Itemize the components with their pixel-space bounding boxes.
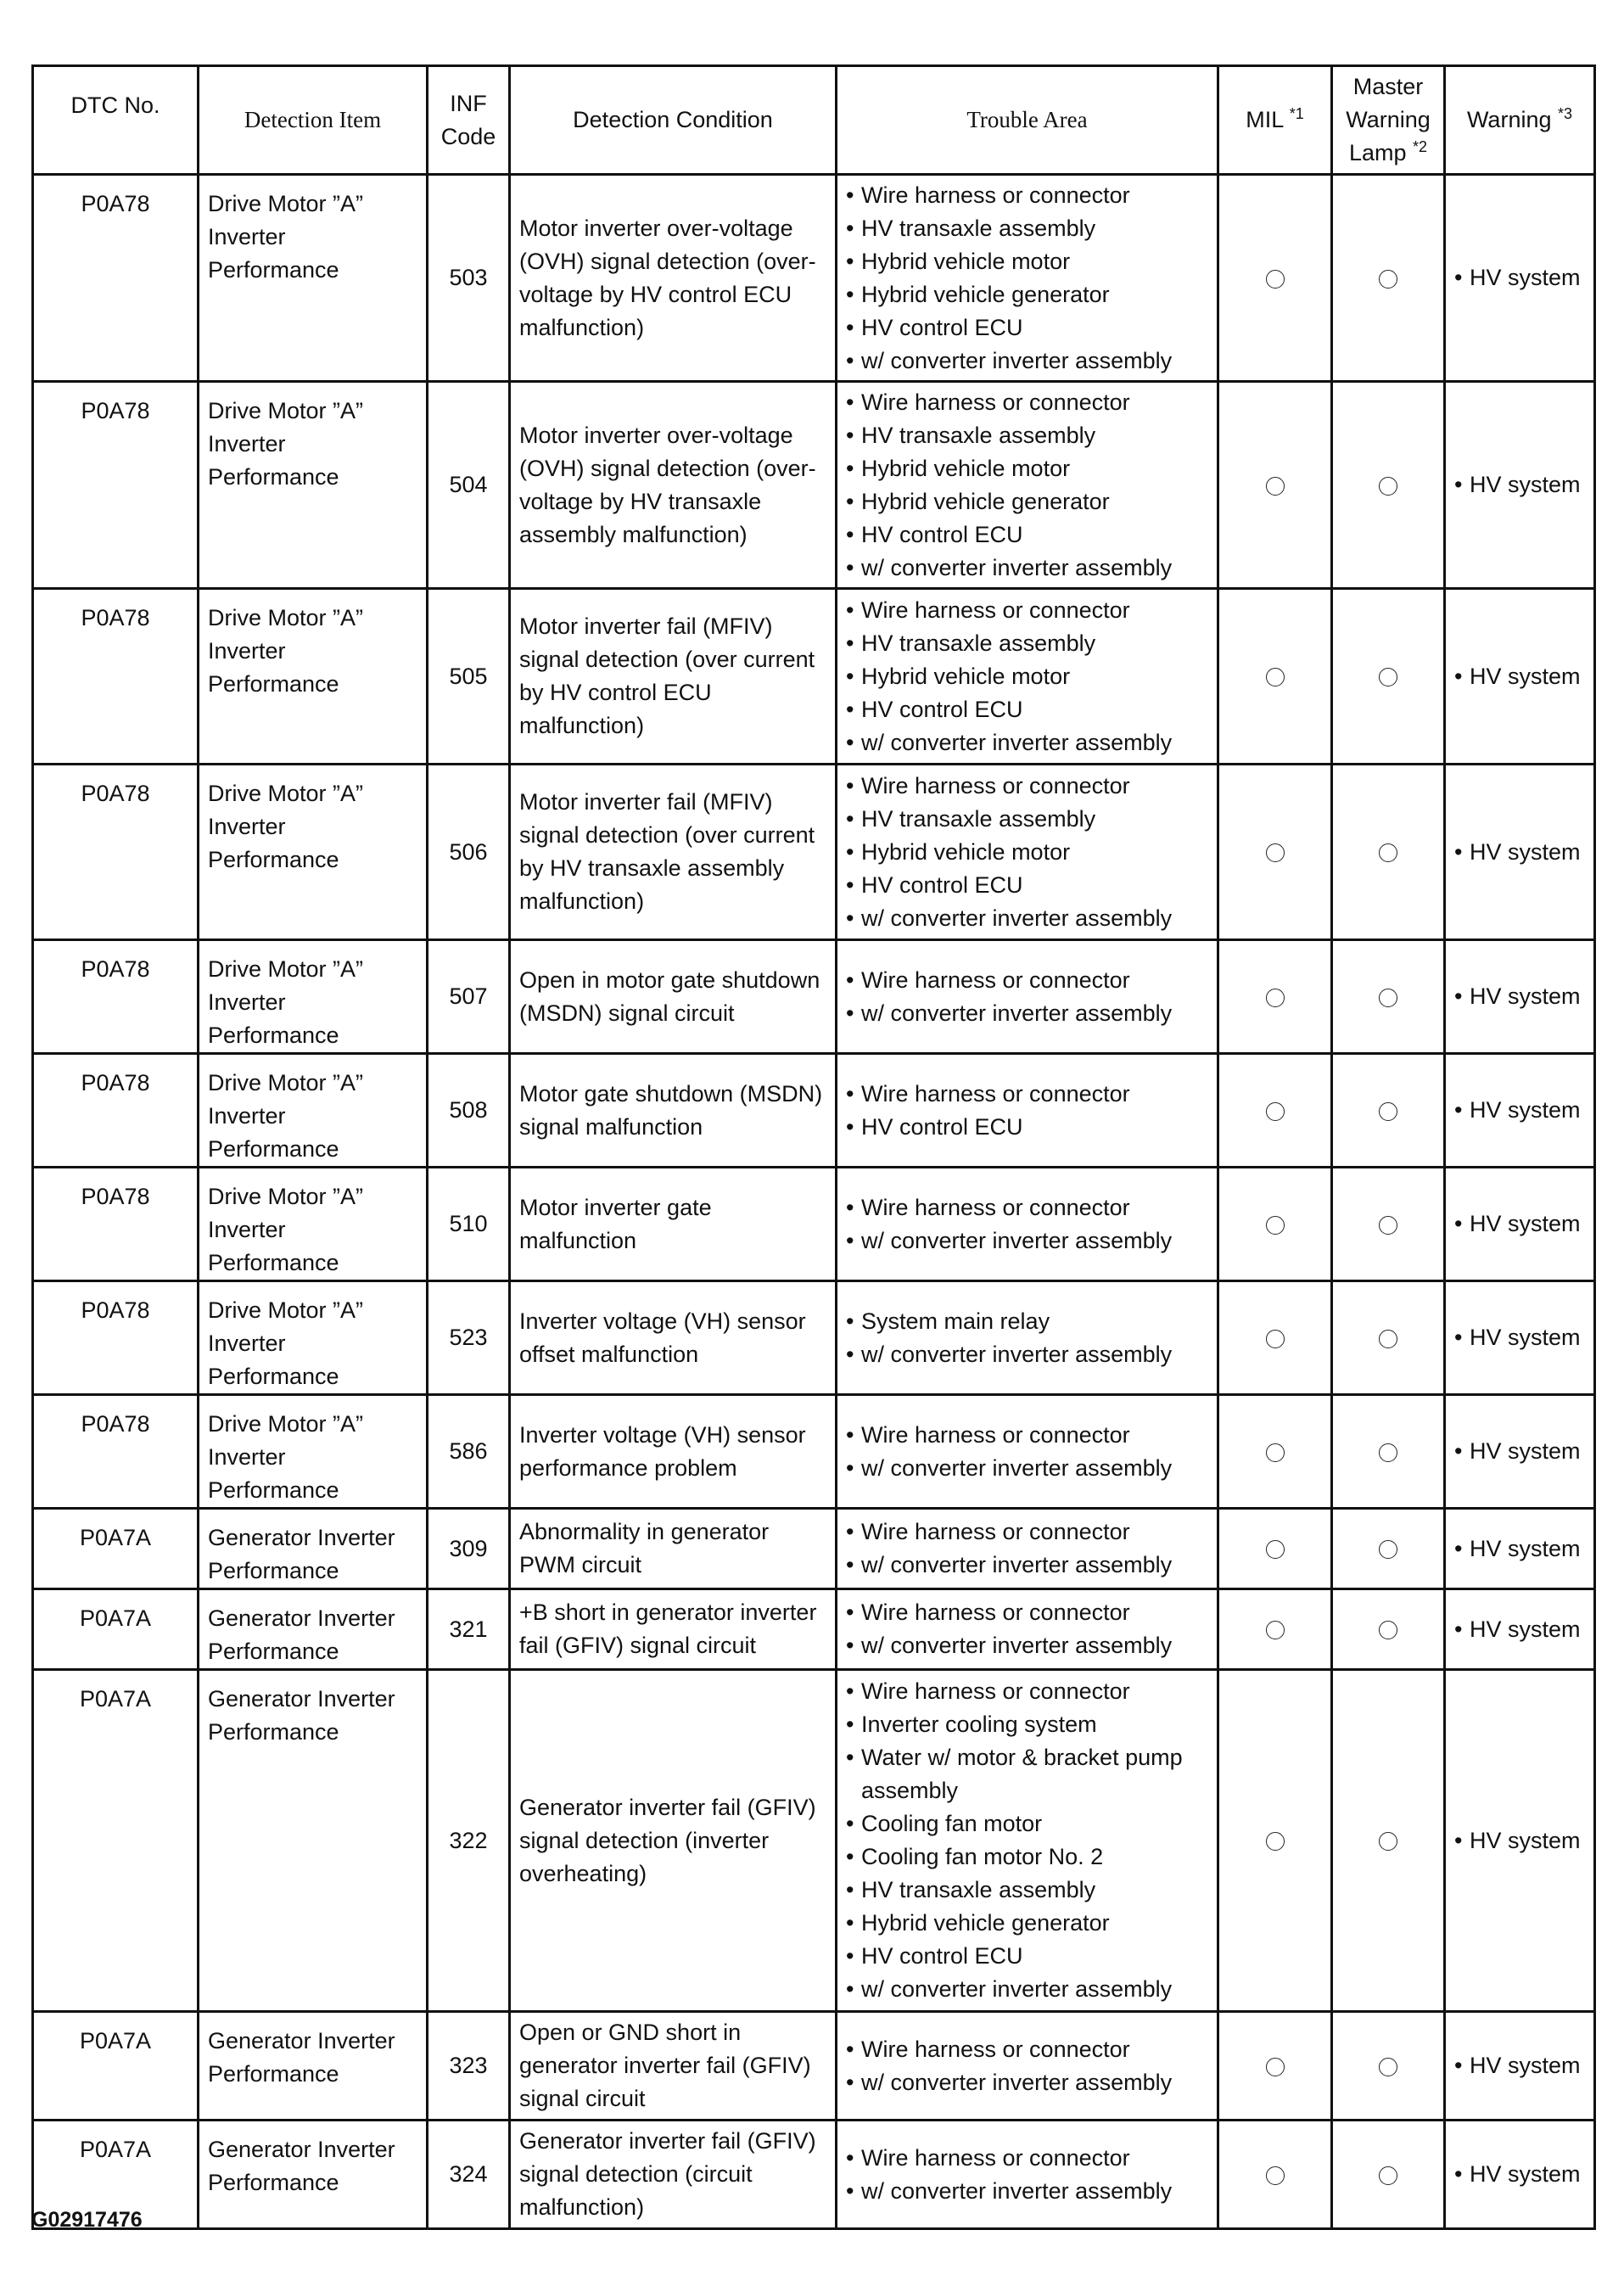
warning-cell (1445, 589, 1595, 765)
trouble-area-item: • w/ converter inverter assembly (846, 2066, 1208, 2099)
mil-indicator-icon (1266, 1621, 1285, 1639)
trouble-area-cell (837, 1509, 1218, 1589)
mil-cell (1218, 2012, 1332, 2121)
detection-item-cell: Drive Motor ”A” Inverter Performance (199, 765, 428, 940)
master-warning-indicator-icon (1379, 270, 1397, 289)
mil-cell (1218, 1281, 1332, 1395)
trouble-area-item: • HV control ECU (846, 1111, 1208, 1144)
trouble-area-item: • Wire harness or connector (846, 179, 1208, 212)
detection-condition-cell: Motor inverter fail (MFIV) signal detection (over current by HV transaxle assembly malfunction) (510, 765, 837, 940)
trouble-area-item: • Hybrid vehicle motor (846, 452, 1208, 485)
detection-item-cell: Generator Inverter Performance (199, 1509, 428, 1589)
master-warning-lamp-cell (1332, 1589, 1445, 1670)
detection-item-cell: Drive Motor ”A” Inverter Performance (199, 1395, 428, 1509)
detection-condition-cell: Motor inverter gate malfunction (510, 1168, 837, 1281)
mil-indicator-icon (1266, 477, 1285, 496)
trouble-area-item: • HV transaxle assembly (846, 419, 1208, 452)
inf-code-cell: 505 (428, 589, 510, 765)
trouble-area-item: • Hybrid vehicle motor (846, 245, 1208, 278)
header-inf-code: INF Code (428, 66, 510, 175)
detection-item-cell: Drive Motor ”A” Inverter Performance (199, 382, 428, 589)
trouble-area-item: • HV transaxle assembly (846, 212, 1208, 245)
warning-item: • HV system (1454, 980, 1585, 1013)
trouble-area-cell (837, 175, 1218, 382)
master-warning-indicator-icon (1379, 843, 1397, 862)
trouble-area-item: • Hybrid vehicle generator (846, 1907, 1208, 1940)
mil-cell (1218, 2121, 1332, 2229)
inf-code-cell: 503 (428, 175, 510, 382)
warning-item: • HV system (1454, 836, 1585, 869)
trouble-area-item: • w/ converter inverter assembly (846, 1338, 1208, 1371)
header-master-warning-lamp: Master Warning Lamp $^{*2}$ (1332, 66, 1445, 175)
trouble-area-item: • w/ converter inverter assembly (846, 552, 1208, 585)
dtc-table (31, 64, 1596, 2230)
warning-item: • HV system (1454, 2158, 1585, 2191)
detection-item-cell: Drive Motor ”A” Inverter Performance (199, 589, 428, 765)
trouble-area-item: • Hybrid vehicle generator (846, 278, 1208, 311)
dtc-cell: P0A78 (33, 589, 199, 765)
warning-item: • HV system (1454, 660, 1585, 693)
table-row (33, 940, 1595, 1054)
master-warning-lamp-cell (1332, 1054, 1445, 1168)
master-warning-indicator-icon (1379, 1330, 1397, 1348)
trouble-area-cell (837, 1281, 1218, 1395)
warning-item: • HV system (1454, 1207, 1585, 1241)
trouble-area-item: • Hybrid vehicle motor (846, 660, 1208, 693)
trouble-area-item: • Wire harness or connector (846, 1596, 1208, 1629)
trouble-area-cell (837, 940, 1218, 1054)
trouble-area-item: • Wire harness or connector (846, 1516, 1208, 1549)
detection-item-cell: Drive Motor ”A” Inverter Performance (199, 1054, 428, 1168)
header-trouble-area: Trouble Area (837, 66, 1218, 175)
master-warning-lamp-cell (1332, 1168, 1445, 1281)
mil-indicator-icon (1266, 1216, 1285, 1235)
warning-cell (1445, 765, 1595, 940)
warning-cell (1445, 382, 1595, 589)
table-row (33, 2012, 1595, 2121)
detection-condition-cell: Generator inverter fail (GFIV) signal detection (circuit malfunction) (510, 2121, 837, 2229)
mil-indicator-icon (1266, 668, 1285, 686)
trouble-area-item: • System main relay (846, 1305, 1208, 1338)
mil-cell (1218, 1589, 1332, 1670)
master-warning-indicator-icon (1379, 1832, 1397, 1851)
warning-cell (1445, 1670, 1595, 2012)
trouble-area-list (846, 594, 1208, 759)
warning-item: • HV system (1454, 1613, 1585, 1646)
header-mil: MIL $^{*1}$ (1218, 66, 1332, 175)
master-warning-indicator-icon (1379, 2166, 1397, 2185)
trouble-area-list (846, 1516, 1208, 1582)
table-row (33, 765, 1595, 940)
mil-indicator-icon (1266, 2166, 1285, 2185)
master-warning-indicator-icon (1379, 668, 1397, 686)
trouble-area-item: • w/ converter inverter assembly (846, 997, 1208, 1030)
trouble-area-item: • HV control ECU (846, 518, 1208, 552)
inf-code-cell: 507 (428, 940, 510, 1054)
dtc-cell: P0A78 (33, 1168, 199, 1281)
warning-item: • HV system (1454, 468, 1585, 501)
dtc-cell: P0A78 (33, 940, 199, 1054)
master-warning-lamp-cell (1332, 2121, 1445, 2229)
trouble-area-item: • Wire harness or connector (846, 386, 1208, 419)
trouble-area-list (846, 2142, 1208, 2208)
trouble-area-cell (837, 765, 1218, 940)
master-warning-lamp-cell (1332, 589, 1445, 765)
master-warning-indicator-icon (1379, 1102, 1397, 1121)
dtc-cell: P0A7A (33, 1670, 199, 2012)
table-row (33, 1509, 1595, 1589)
trouble-area-item: • HV transaxle assembly (846, 803, 1208, 836)
table-row (33, 1395, 1595, 1509)
mil-indicator-icon (1266, 989, 1285, 1007)
trouble-area-item: • Hybrid vehicle generator (846, 485, 1208, 518)
trouble-area-item: • w/ converter inverter assembly (846, 1452, 1208, 1485)
inf-code-cell: 508 (428, 1054, 510, 1168)
detection-condition-cell: Motor inverter over-voltage (OVH) signal detection (over-voltage by HV control ECU malfunction) (510, 175, 837, 382)
master-warning-lamp-cell (1332, 1395, 1445, 1509)
trouble-area-list (846, 1305, 1208, 1371)
detection-item-cell: Drive Motor ”A” Inverter Performance (199, 1168, 428, 1281)
trouble-area-cell (837, 1670, 1218, 2012)
trouble-area-item: • Wire harness or connector (846, 2142, 1208, 2175)
warning-cell (1445, 1168, 1595, 1281)
trouble-area-list (846, 179, 1208, 378)
warning-item: • HV system (1454, 1094, 1585, 1127)
detection-condition-cell: +B short in generator inverter fail (GFIV) signal circuit (510, 1589, 837, 1670)
trouble-area-item: • w/ converter inverter assembly (846, 345, 1208, 378)
inf-code-cell: 586 (428, 1395, 510, 1509)
trouble-area-item: • HV transaxle assembly (846, 1874, 1208, 1907)
mil-cell (1218, 1054, 1332, 1168)
detection-item-cell: Drive Motor ”A” Inverter Performance (199, 1281, 428, 1395)
inf-code-cell: 324 (428, 2121, 510, 2229)
master-warning-lamp-cell (1332, 940, 1445, 1054)
table-row (33, 382, 1595, 589)
dtc-cell: P0A78 (33, 175, 199, 382)
detection-condition-cell: Motor inverter fail (MFIV) signal detection (over current by HV control ECU malfunction) (510, 589, 837, 765)
figure-id: G02917476 (31, 2208, 143, 2232)
dtc-cell: P0A7A (33, 2012, 199, 2121)
table-row (33, 1670, 1595, 2012)
detection-item-cell: Drive Motor ”A” Inverter Performance (199, 175, 428, 382)
header-dtc: DTC No. (33, 66, 199, 175)
dtc-cell: P0A78 (33, 382, 199, 589)
mil-cell (1218, 1509, 1332, 1589)
table-row (33, 2121, 1595, 2229)
detection-condition-cell: Open in motor gate shutdown (MSDN) signal circuit (510, 940, 837, 1054)
master-warning-indicator-icon (1379, 989, 1397, 1007)
header-warning: Warning $^{*3}$ (1445, 66, 1595, 175)
master-warning-lamp-cell (1332, 1281, 1445, 1395)
header-detection-condition: Detection Condition (510, 66, 837, 175)
detection-item-cell: Generator Inverter Performance (199, 2121, 428, 2229)
trouble-area-item: • HV control ECU (846, 869, 1208, 902)
mil-cell (1218, 940, 1332, 1054)
trouble-area-cell (837, 1168, 1218, 1281)
detection-condition-cell: Inverter voltage (VH) sensor performance problem (510, 1395, 837, 1509)
trouble-area-item: • w/ converter inverter assembly (846, 902, 1208, 935)
trouble-area-item: • HV control ECU (846, 693, 1208, 726)
mil-cell (1218, 175, 1332, 382)
detection-item-cell: Drive Motor ”A” Inverter Performance (199, 940, 428, 1054)
master-warning-lamp-cell (1332, 1509, 1445, 1589)
inf-code-cell: 523 (428, 1281, 510, 1395)
table-row (33, 1054, 1595, 1168)
trouble-area-cell (837, 589, 1218, 765)
trouble-area-list (846, 386, 1208, 585)
trouble-area-list (846, 964, 1208, 1030)
trouble-area-item: • Wire harness or connector (846, 770, 1208, 803)
detection-item-cell: Generator Inverter Performance (199, 1670, 428, 2012)
mil-cell (1218, 1395, 1332, 1509)
trouble-area-item: • HV control ECU (846, 1940, 1208, 1973)
trouble-area-item: • Wire harness or connector (846, 1675, 1208, 1708)
trouble-area-list (846, 770, 1208, 935)
mil-indicator-icon (1266, 843, 1285, 862)
trouble-area-item: • Wire harness or connector (846, 1191, 1208, 1224)
trouble-area-cell (837, 1589, 1218, 1670)
dtc-cell: P0A78 (33, 1054, 199, 1168)
trouble-area-item: • Water w/ motor & bracket pump assembly (846, 1741, 1208, 1807)
detection-condition-cell: Open or GND short in generator inverter fail (GFIV) signal circuit (510, 2012, 837, 2121)
warning-item: • HV system (1454, 1321, 1585, 1354)
trouble-area-item: • Cooling fan motor (846, 1807, 1208, 1841)
warning-cell (1445, 940, 1595, 1054)
trouble-area-item: • Wire harness or connector (846, 1419, 1208, 1452)
table-row (33, 1281, 1595, 1395)
dtc-cell: P0A78 (33, 1281, 199, 1395)
mil-indicator-icon (1266, 270, 1285, 289)
warning-cell (1445, 1395, 1595, 1509)
master-warning-indicator-icon (1379, 2058, 1397, 2076)
trouble-area-cell (837, 382, 1218, 589)
trouble-area-item: • w/ converter inverter assembly (846, 726, 1208, 759)
trouble-area-item: • Wire harness or connector (846, 1078, 1208, 1111)
trouble-area-item: • Cooling fan motor No. 2 (846, 1841, 1208, 1874)
trouble-area-cell (837, 2121, 1218, 2229)
warning-item: • HV system (1454, 2049, 1585, 2082)
master-warning-indicator-icon (1379, 1216, 1397, 1235)
master-warning-lamp-cell (1332, 2012, 1445, 2121)
mil-cell (1218, 1168, 1332, 1281)
table-row (33, 1168, 1595, 1281)
warning-item: • HV system (1454, 1435, 1585, 1468)
warning-cell (1445, 1054, 1595, 1168)
mil-cell (1218, 382, 1332, 589)
trouble-area-cell (837, 1054, 1218, 1168)
mil-indicator-icon (1266, 1832, 1285, 1851)
header-detection-item: Detection Item (199, 66, 428, 175)
warning-cell (1445, 1281, 1595, 1395)
warning-cell (1445, 2012, 1595, 2121)
inf-code-cell: 504 (428, 382, 510, 589)
inf-code-cell: 323 (428, 2012, 510, 2121)
mil-cell (1218, 589, 1332, 765)
trouble-area-item: • Wire harness or connector (846, 2033, 1208, 2066)
detection-condition-cell: Inverter voltage (VH) sensor offset malfunction (510, 1281, 837, 1395)
detection-item-cell: Generator Inverter Performance (199, 2012, 428, 2121)
master-warning-indicator-icon (1379, 1540, 1397, 1559)
trouble-area-cell (837, 1395, 1218, 1509)
trouble-area-item: • w/ converter inverter assembly (846, 1549, 1208, 1582)
inf-code-cell: 309 (428, 1509, 510, 1589)
dtc-cell: P0A7A (33, 2121, 199, 2229)
trouble-area-cell (837, 2012, 1218, 2121)
inf-code-cell: 321 (428, 1589, 510, 1670)
detection-condition-cell: Motor gate shutdown (MSDN) signal malfunction (510, 1054, 837, 1168)
inf-code-cell: 506 (428, 765, 510, 940)
dtc-cell: P0A7A (33, 1589, 199, 1670)
warning-item: • HV system (1454, 1824, 1585, 1857)
dtc-cell: P0A78 (33, 765, 199, 940)
mil-indicator-icon (1266, 1540, 1285, 1559)
trouble-area-list (846, 1419, 1208, 1485)
warning-cell (1445, 2121, 1595, 2229)
master-warning-lamp-cell (1332, 1670, 1445, 2012)
trouble-area-item: • Wire harness or connector (846, 594, 1208, 627)
master-warning-lamp-cell (1332, 382, 1445, 589)
trouble-area-list (846, 1596, 1208, 1662)
trouble-area-item: • HV control ECU (846, 311, 1208, 345)
trouble-area-item: • Hybrid vehicle motor (846, 836, 1208, 869)
table-row (33, 175, 1595, 382)
warning-cell (1445, 175, 1595, 382)
trouble-area-list (846, 2033, 1208, 2099)
warning-item: • HV system (1454, 261, 1585, 294)
trouble-area-item: • w/ converter inverter assembly (846, 1629, 1208, 1662)
master-warning-indicator-icon (1379, 1443, 1397, 1462)
mil-indicator-icon (1266, 1443, 1285, 1462)
mil-cell (1218, 765, 1332, 940)
header-row (33, 66, 1595, 175)
inf-code-cell: 322 (428, 1670, 510, 2012)
trouble-area-list (846, 1191, 1208, 1258)
master-warning-lamp-cell (1332, 175, 1445, 382)
warning-cell (1445, 1589, 1595, 1670)
trouble-area-item: • w/ converter inverter assembly (846, 1973, 1208, 2006)
warning-item: • HV system (1454, 1532, 1585, 1566)
trouble-area-item: • HV transaxle assembly (846, 627, 1208, 660)
mil-indicator-icon (1266, 1330, 1285, 1348)
trouble-area-item: • Inverter cooling system (846, 1708, 1208, 1741)
detection-condition-cell: Motor inverter over-voltage (OVH) signal detection (over-voltage by HV transaxle assembly malfunction) (510, 382, 837, 589)
dtc-cell: P0A78 (33, 1395, 199, 1509)
table-row (33, 1589, 1595, 1670)
mil-cell (1218, 1670, 1332, 2012)
inf-code-cell: 510 (428, 1168, 510, 1281)
trouble-area-item: • w/ converter inverter assembly (846, 2175, 1208, 2208)
detection-condition-cell: Generator inverter fail (GFIV) signal detection (inverter overheating) (510, 1670, 837, 2012)
trouble-area-list (846, 1078, 1208, 1144)
master-warning-indicator-icon (1379, 1621, 1397, 1639)
detection-item-cell: Generator Inverter Performance (199, 1589, 428, 1670)
master-warning-indicator-icon (1379, 477, 1397, 496)
trouble-area-item: • w/ converter inverter assembly (846, 1224, 1208, 1258)
warning-cell (1445, 1509, 1595, 1589)
master-warning-lamp-cell (1332, 765, 1445, 940)
trouble-area-item: • Wire harness or connector (846, 964, 1208, 997)
detection-condition-cell: Abnormality in generator PWM circuit (510, 1509, 837, 1589)
table-row (33, 589, 1595, 765)
dtc-cell: P0A7A (33, 1509, 199, 1589)
mil-indicator-icon (1266, 1102, 1285, 1121)
trouble-area-list (846, 1675, 1208, 2006)
mil-indicator-icon (1266, 2058, 1285, 2076)
